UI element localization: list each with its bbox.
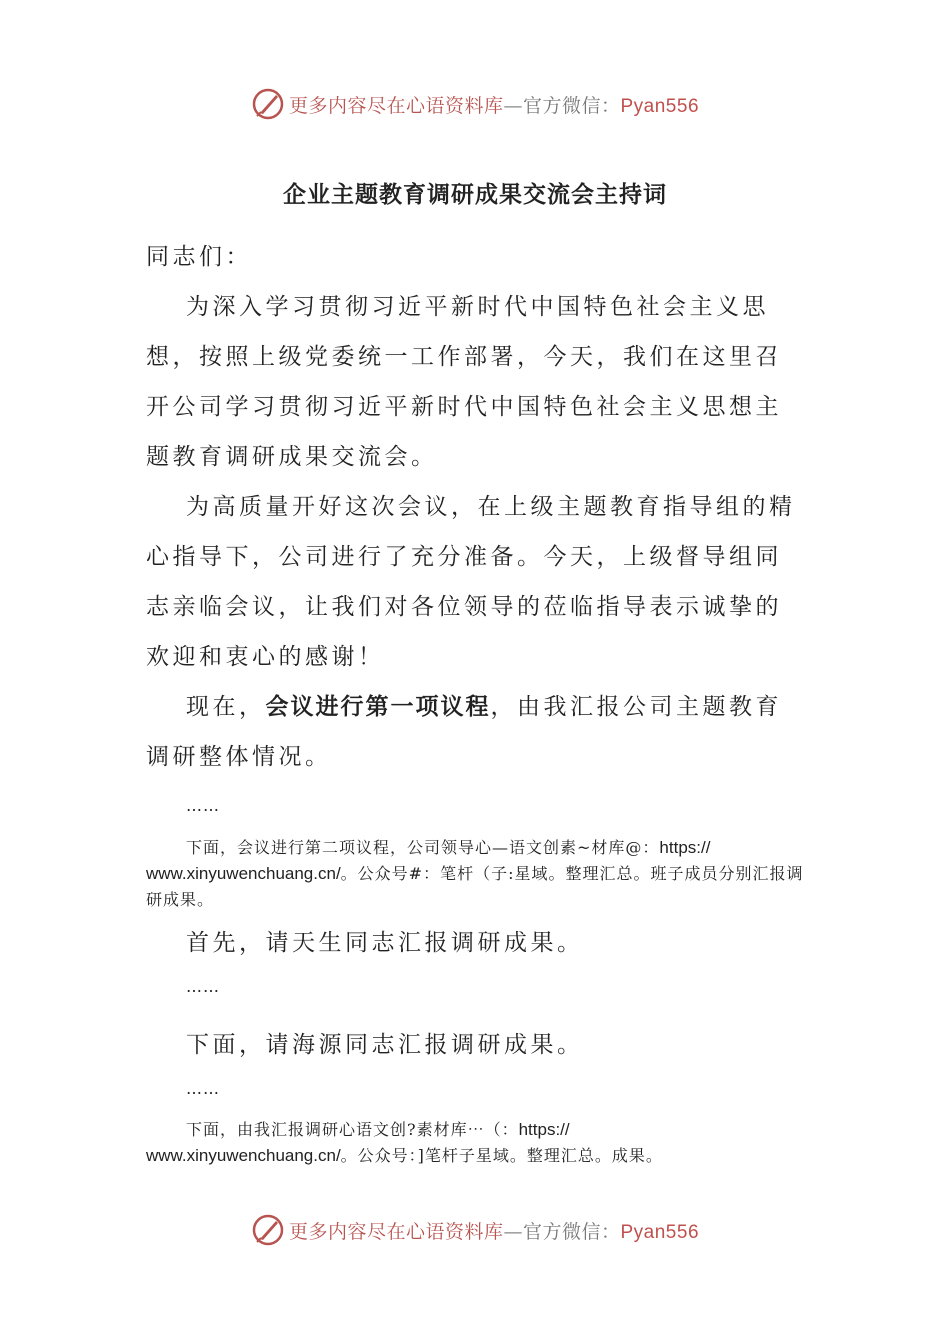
quill-logo-icon bbox=[251, 1213, 285, 1247]
footer-banner bbox=[0, 1210, 950, 1250]
quill-logo-icon bbox=[251, 87, 285, 121]
line-1: 首先，请天生同志汇报调研成果。 bbox=[186, 930, 584, 956]
small-paragraph-1: 下面，会议进行第二项议程，公司领导心—语文创素~材库@：https:// www.xinyuwenchuang.cn/。公众号#：笔杆（子:星域。整理汇总。班子成员分别汇报调研成果。 bbox=[146, 838, 804, 909]
header-banner bbox=[0, 84, 950, 124]
url-link: www.xinyuwenchuang.cn/ bbox=[146, 864, 341, 883]
wechat-id: Pyan556 bbox=[620, 95, 700, 117]
small-paragraph-2: 下面，由我汇报调研心语文创?素材库⋯（：https:// www.xinyuwenchuang.cn/。公众号：]笔杆子星域。整理汇总。成果。 bbox=[146, 1120, 663, 1165]
url-link-2: www.xinyuwenchuang.cn/ bbox=[146, 1146, 341, 1165]
agenda-item-1: 会议进行第一项议程 bbox=[265, 694, 491, 720]
ellipsis-3: …… bbox=[186, 1079, 220, 1098]
wechat-id: Pyan556 bbox=[620, 1221, 700, 1243]
paragraph-3: 现在，会议进行第一项议程，由我汇报公司主题教育调研整体情况。 bbox=[146, 694, 782, 770]
ellipsis-2: …… bbox=[186, 977, 220, 996]
banner-text: 更多内容尽在心语资料库—官方微信：Pyan556 bbox=[288, 1220, 700, 1243]
ellipsis-1: …… bbox=[186, 796, 220, 815]
greeting: 同志们： bbox=[146, 244, 252, 270]
page-title: 企业主题教育调研成果交流会主持词 bbox=[283, 182, 667, 208]
paragraph-2: 为高质量开好这次会议，在上级主题教育指导组的精心指导下，公司进行了充分准备。今天，上级督导组同志亲临会议，让我们对各位领导的莅临指导表示诚挚的欢迎和衷心的感谢！ bbox=[146, 494, 796, 670]
body-main bbox=[146, 232, 806, 782]
line-2: 下面，请海源同志汇报调研成果。 bbox=[186, 1032, 584, 1058]
banner-text: 更多内容尽在心语资料库—官方微信：Pyan556 bbox=[288, 94, 700, 117]
paragraph-1: 为深入学习贯彻习近平新时代中国特色社会主义思想，按照上级党委统一工作部署，今天，我们在这里召开公司学习贯彻习近平新时代中国特色社会主义思想主题教育调研成果交流会。 bbox=[146, 294, 782, 470]
